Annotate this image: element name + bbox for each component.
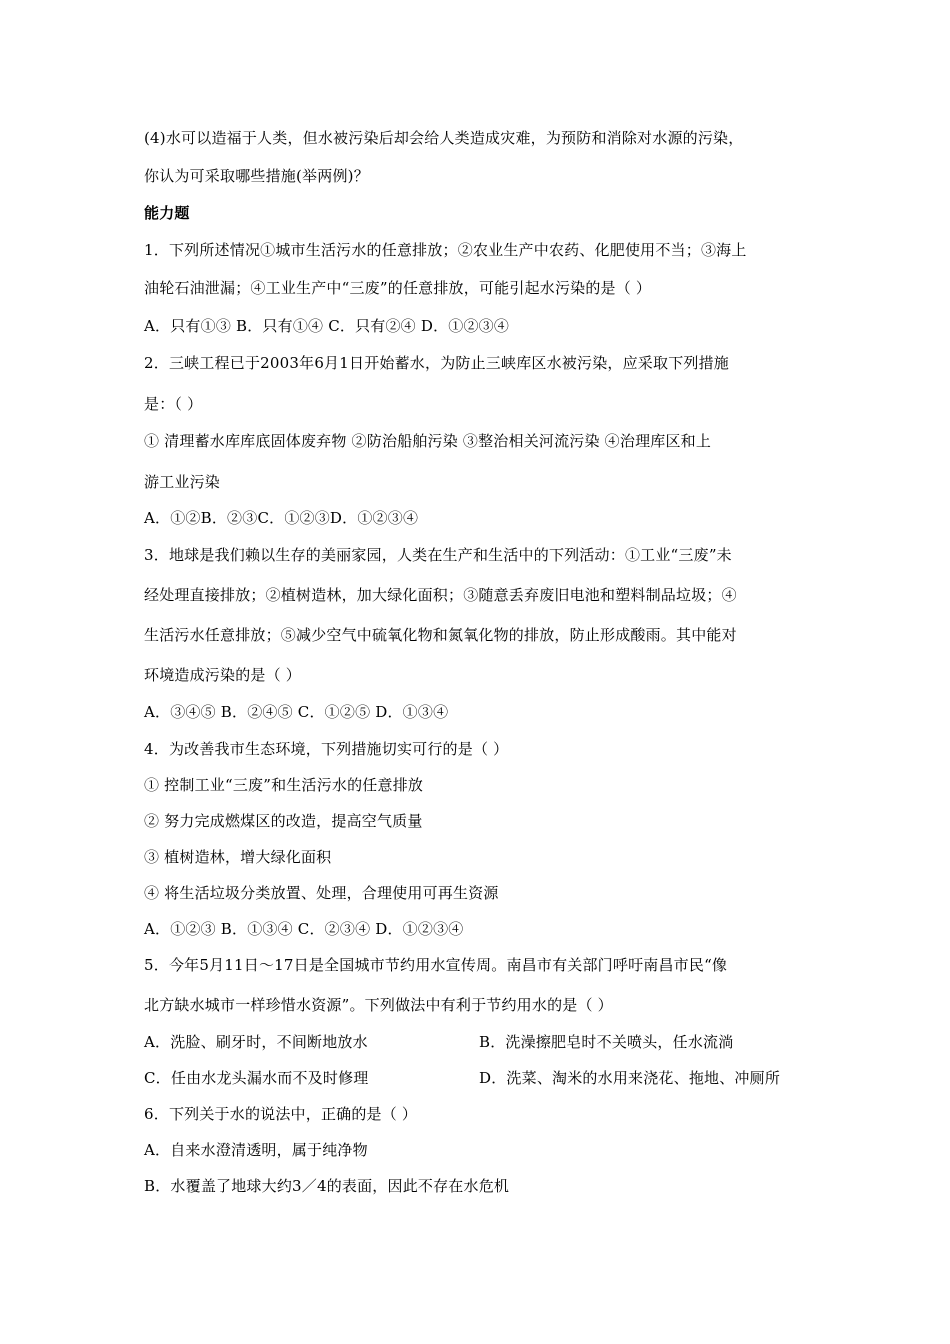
q4-item-3: ③ 植树造林，增大绿化面积 [144, 848, 332, 866]
q3-line-2: 经处理直接排放；②植树造林，加大绿化面积；③随意丢弃废旧电池和塑料制品垃圾；④ [144, 586, 737, 604]
q5-option-c: C．任由水龙头漏水而不及时修理 [144, 1069, 369, 1087]
q4-item-1: ① 控制工业“三废”和生活污水的任意排放 [144, 776, 424, 794]
q3-line-3: 生活污水任意排放；⑤减少空气中硫氧化物和氮氧化物的排放，防止形成酸雨。其中能对 [144, 626, 737, 644]
intro-line-2: 你认为可采取哪些措施(举两例)？ [144, 167, 369, 185]
q1-line-1: 1．下列所述情况①城市生活污水的任意排放；②农业生产中农药、化肥使用不当；③海上 [144, 241, 747, 259]
q1-options: A．只有①③ B．只有①④ C．只有②④ D．①②③④ [144, 317, 510, 335]
q5-option-b: B．洗澡擦肥皂时不关喷头，任水流淌 [479, 1033, 734, 1051]
q4-item-2: ② 努力完成燃煤区的改造，提高空气质量 [144, 812, 423, 830]
q5-line-1: 5．今年5月11日～17日是全国城市节约用水宣传周。南昌市有关部门呼吁南昌市民“像 [144, 956, 728, 974]
q6-option-a: A．自来水澄清透明，属于纯净物 [144, 1141, 368, 1159]
section-title: 能力题 [144, 204, 190, 222]
q2-line-1: 2．三峡工程已于2003年6月1日开始蓄水，为防止三峡库区水被污染，应采取下列措施 [144, 354, 730, 372]
q3-line-4: 环境造成污染的是（ ） [144, 666, 301, 684]
q2-options: A．①②B．②③C．①②③D．①②③④ [144, 509, 419, 527]
q5-line-2: 北方缺水城市一样珍惜水资源”。下列做法中有利于节约用水的是（ ） [144, 996, 613, 1014]
q5-option-d: D．洗菜、淘米的水用来浇花、拖地、冲厕所 [479, 1069, 781, 1087]
q3-line-1: 3．地球是我们赖以生存的美丽家园，人类在生产和生活中的下列活动：①工业“三废”未 [144, 546, 732, 564]
q3-options: A．③④⑤ B．②④⑤ C．①②⑤ D．①③④ [144, 703, 449, 721]
q1-line-2: 油轮石油泄漏；④工业生产中“三废”的任意排放，可能引起水污染的是（ ） [144, 279, 652, 297]
q4-options: A．①②③ B．①③④ C．②③④ D．①②③④ [144, 920, 464, 938]
q2-line-2: 是：（ ） [144, 395, 203, 413]
q2-line-4: 游工业污染 [144, 473, 221, 491]
q2-line-3: ① 清理蓄水库库底固体废弃物 ②防治船舶污染 ③整治相关河流污染 ④治理库区和上 [144, 432, 712, 450]
q4-line-1: 4．为改善我市生态环境，下列措施切实可行的是（ ） [144, 740, 509, 758]
q6-option-b: B．水覆盖了地球大约3／4的表面，因此不存在水危机 [144, 1177, 510, 1195]
intro-line-1: (4)水可以造福于人类，但水被污染后却会给人类造成灾难，为预防和消除对水源的污染， [144, 129, 744, 147]
q6-line-1: 6．下列关于水的说法中，正确的是（ ） [144, 1105, 418, 1123]
q4-item-4: ④ 将生活垃圾分类放置、处理，合理使用可再生资源 [144, 884, 499, 902]
q5-option-a: A．洗脸、刷牙时，不间断地放水 [144, 1033, 368, 1051]
